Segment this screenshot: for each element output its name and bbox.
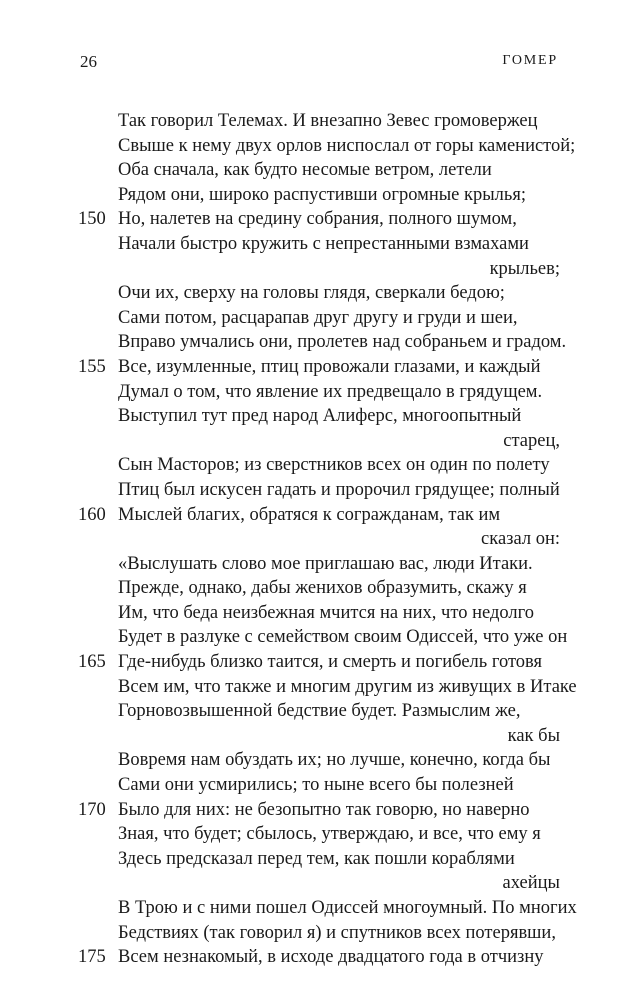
line-number: 175 — [78, 947, 106, 968]
verse-line — [0, 355, 630, 380]
line-text: Свыше к нему двух орлов ниспослал от горы каменистой; — [118, 135, 576, 156]
line-number: 165 — [78, 652, 106, 673]
verse-line — [0, 158, 630, 183]
line-text: Вовремя нам обуздать их; но лучше, конечно, когда бы — [118, 750, 551, 771]
line-text: Мыслей благих, обратяся к согражданам, так им — [118, 504, 501, 525]
line-text: Горновозвышенной бедствие будет. Размыслим же, — [118, 701, 521, 722]
line-number: 150 — [78, 209, 106, 230]
line-text: Было для них: не безопытно так говорю, но наверно — [118, 799, 530, 820]
verse-line — [0, 552, 630, 577]
page-header — [80, 52, 558, 74]
line-text: Очи их, сверху на головы глядя, сверкали бедою; — [118, 283, 505, 304]
line-text: Выступил тут пред народ Алиферс, многоопытный — [118, 406, 522, 427]
line-text: В Трою и с ними пошел Одиссей многоумный. По многих — [118, 898, 577, 918]
verse-line — [0, 675, 630, 700]
verse-line-continuation — [0, 429, 630, 454]
line-text: Так говорил Телемах. И внезапно Зевес громовержец — [118, 111, 538, 131]
verse-line — [0, 773, 630, 798]
line-text: сказал он: — [481, 529, 560, 550]
verse-line — [0, 798, 630, 823]
verse-line — [0, 281, 630, 306]
verse-line — [0, 945, 630, 970]
verse-line — [0, 699, 630, 724]
line-text: «Выслушать слово мое приглашаю вас, люди Итаки. — [118, 553, 533, 574]
line-text: как бы — [507, 725, 560, 746]
line-text: Им, что беда неизбежная мчится на них, что недолго — [118, 602, 534, 623]
line-text: Рядом они, широко распустивши огромные крылья; — [118, 184, 526, 205]
line-text: Сами они усмирились; то ныне всего бы полезней — [118, 775, 514, 796]
verse-line-continuation — [0, 257, 630, 282]
line-text: Прежде, однако, дабы женихов образумить, скажу я — [118, 578, 527, 599]
line-text: Оба сначала, как будто несомые ветром, летели — [118, 160, 492, 181]
line-text: Бедствиях (так говорил я) и спутников всех потерявши, — [118, 922, 556, 943]
verse-line — [0, 232, 630, 257]
line-text: ахейцы — [502, 873, 560, 894]
line-text: Все, изумленные, птиц провожали глазами, и каждый — [118, 356, 541, 377]
verse-line — [0, 822, 630, 847]
verse-line — [0, 306, 630, 331]
verse-line — [0, 650, 630, 675]
line-text: Всем незнакомый, в исходе двадцатого года в отчизну — [118, 947, 544, 968]
verse-line-continuation — [0, 527, 630, 552]
verse-line — [0, 183, 630, 208]
verse-line — [0, 330, 630, 355]
poem-text — [0, 109, 630, 970]
verse-line — [0, 453, 630, 478]
line-text: Зная, что будет; сбылось, утверждаю, и все, что ему я — [118, 824, 541, 845]
line-text: крыльев; — [489, 258, 560, 279]
verse-line — [0, 478, 630, 503]
line-text: Начали быстро кружить с непрестанными взмахами — [118, 233, 529, 254]
verse-line — [0, 625, 630, 650]
line-text: Здесь предсказал перед тем, как пошли кораблями — [118, 848, 515, 869]
verse-line-continuation — [0, 871, 630, 896]
verse-line — [0, 380, 630, 405]
running-head: ГОМЕР — [502, 53, 558, 68]
verse-line-continuation — [0, 724, 630, 749]
verse-line — [0, 576, 630, 601]
line-text: старец, — [503, 430, 560, 451]
line-number: 170 — [78, 799, 106, 820]
verse-line — [0, 109, 630, 134]
verse-line — [0, 601, 630, 626]
verse-line — [0, 748, 630, 773]
page-number: 26 — [80, 52, 97, 71]
verse-line — [0, 134, 630, 159]
line-number: 155 — [78, 356, 106, 377]
line-text: Птиц был искусен гадать и пророчил грядущее; полный — [118, 479, 560, 500]
verse-line — [0, 207, 630, 232]
line-text: Сами потом, расцарапав друг другу и груди и шеи, — [118, 307, 518, 328]
verse-line — [0, 404, 630, 429]
line-text: Всем им, что также и многим другим из живущих в Итаке — [118, 676, 577, 697]
line-text: Но, налетев на средину собрания, полного шумом, — [118, 209, 517, 230]
verse-line — [0, 503, 630, 528]
line-text: Будет в разлуке с семейством своим Одиссей, что уже он — [118, 627, 568, 648]
line-text: Сын Масторов; из сверстников всех он один по полету — [118, 455, 550, 476]
line-text: Вправо умчались они, пролетев над собраньем и градом. — [118, 332, 567, 353]
line-number: 160 — [78, 504, 106, 525]
verse-line — [0, 847, 630, 872]
verse-line — [0, 921, 630, 946]
line-text: Где-нибудь близко таится, и смерть и погибель готовя — [118, 652, 543, 673]
line-text: Думал о том, что явление их предвещало в грядущем. — [118, 381, 543, 402]
verse-line — [0, 896, 630, 921]
